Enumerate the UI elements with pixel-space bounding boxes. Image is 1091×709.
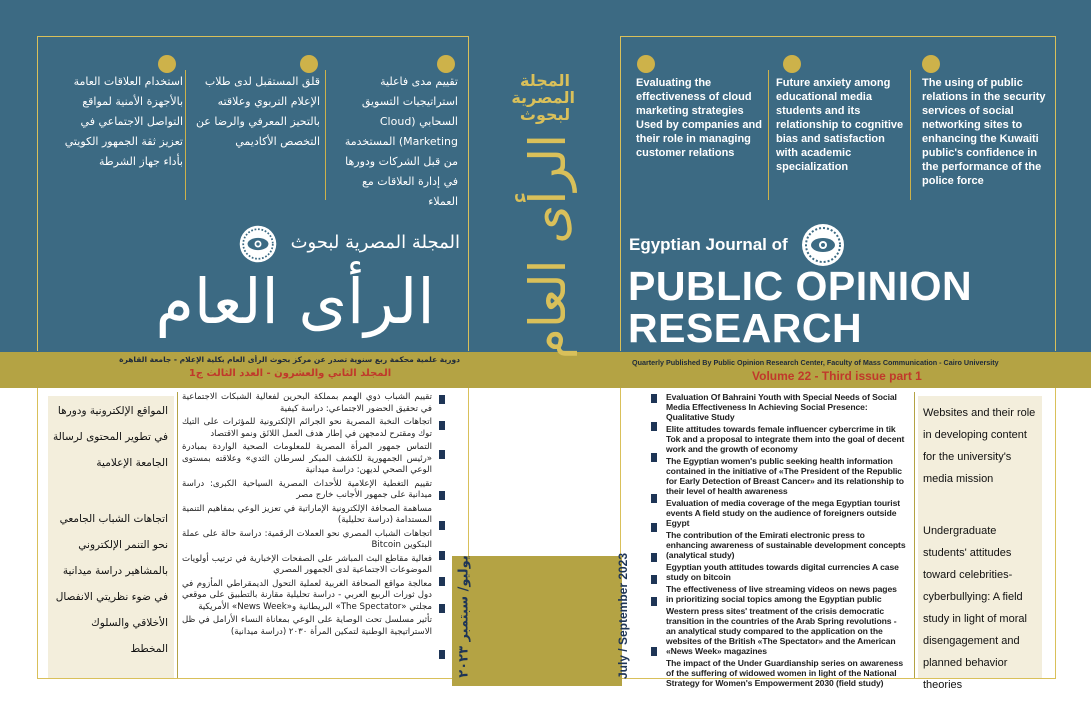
featured-bullet-1 xyxy=(637,55,655,73)
volume-label-ar: المجلد الثاني والعشرون - العدد الثالث ج1 xyxy=(188,368,392,379)
side-article-1: Websites and their role in developing content for the university's media mission xyxy=(923,407,1036,485)
spine-line: لبحوث xyxy=(519,105,571,124)
featured-divider xyxy=(185,70,186,200)
toc-bullet xyxy=(651,647,657,656)
list-item: مساهمة الصحافة الإلكترونية الإماراتية في تعزيز الوعي بمفاهيم التنمية المستدامة (دراسة تحليلية) xyxy=(182,503,432,525)
toc-bullet xyxy=(439,450,445,459)
journal-title-line2: RESEARCH xyxy=(628,305,863,351)
toc-bullet xyxy=(651,523,657,532)
toc-bullet xyxy=(651,453,657,462)
toc-bullet xyxy=(439,395,445,404)
list-item: تقييم الشباب ذوي الهمم بمملكة البحرين لفعالية الشبكات الاجتماعية في تحقيق الحضور الاجتماعي: دراسة كيفية xyxy=(182,392,432,414)
toc-bullet xyxy=(439,577,445,586)
spine-date-bar xyxy=(452,556,622,686)
list-item: The effectiveness of live streaming videos on news pages in prioritizing social topics among the Egyptian public xyxy=(666,584,897,604)
journal-prefix: Egyptian Journal of xyxy=(629,235,788,254)
toc-bullet xyxy=(439,650,445,659)
side-highlights xyxy=(918,396,1042,691)
list-item: Evaluation of media coverage of the mega Egyptian tourist events A field study on the audience of foreigners outside Egypt xyxy=(666,498,901,528)
side-article-2: اتجاهات الشباب الجامعي نحو التنمر الإلكتروني بالمشاهير دراسة ميدانية في ضوء نظريتي الانفصال الأخلاقي والسلوك المخطط xyxy=(55,513,168,655)
spine-date-ar: يوليو/ سبتمبر ٢٠٢٣ xyxy=(456,555,472,678)
toc-bullet xyxy=(439,604,445,613)
featured-article-2: Future anxiety among educational media students and its relationship to cognitive bias and satisfaction with academic specialization xyxy=(776,77,904,173)
featured-bullet-2 xyxy=(783,55,801,73)
journal-logo xyxy=(800,222,846,268)
featured-article-1: Evaluating the effectiveness of cloud marketing strategies Used by companies and their role in managing customer relations xyxy=(636,77,762,159)
featured-bullet-2 xyxy=(300,55,318,73)
publisher-line: Quarterly Published By Public Opinion Research Center, Faculty of Mass Communication - Cairo University xyxy=(632,358,999,367)
toc-bullet xyxy=(439,421,445,430)
spine-date-en: July / September 2023 xyxy=(616,552,630,680)
volume-label: Volume 22 - Third issue part 1 xyxy=(752,369,922,383)
list-item: Western press sites' treatment of the crisis democratic transition in the countries of the Arab Spring revolutions - an analytical study compared to the application on the websites of the British «The Spectator» and the American «News Week» magazines xyxy=(666,606,897,656)
spine-title: الرأى العام xyxy=(519,134,577,360)
table-of-contents xyxy=(666,392,906,690)
list-item: The Egyptian women's public seeking health information contained in the initiative of «The President of the Republic for Early Detection of Breast Cancer» and its relationship to their level of health awareness xyxy=(666,456,904,496)
list-item: معالجة مواقع الصحافة الغربية لعملية التحول الديمقراطي المأزوم في دول ثورات الربيع العربي - دراسة تحليلية مقارنة بالتطبيق على موقعي مجلتي «The Spectator» البريطانية و«News Week» الأمريكية xyxy=(182,578,432,612)
featured-bullet-3 xyxy=(922,55,940,73)
featured-bullet-1 xyxy=(437,55,455,73)
journal-title-line1: PUBLIC OPINION xyxy=(628,263,973,309)
side-highlights xyxy=(48,396,174,678)
featured-article-3: استخدام العلاقات العامة بالأجهزة الأمنية لمواقع التواصل الاجتماعي في تعزيز ثقة الجمهور الكويتي بأداء جهاز الشرطة xyxy=(64,75,183,168)
toc-bullet xyxy=(651,422,657,431)
publisher-line-ar: دورية علمية محكمة ربع سنوية تصدر عن مركز بحوث الرأى العام بكلية الإعلام - جامعة القاهرة xyxy=(119,355,460,364)
toc-bullet xyxy=(439,521,445,530)
toc-bullet xyxy=(439,491,445,500)
toc-bullet xyxy=(651,494,657,503)
list-item: اتجاهات الشباب المصري نحو العملات الرقمية: دراسة حالة على عملة البتكوين Bitcoin xyxy=(182,528,432,550)
featured-divider xyxy=(325,70,326,200)
side-divider xyxy=(177,392,178,678)
list-item: The contribution of the Emirati electronic press to enhancing awareness of sustainable development concepts (analytical study) xyxy=(666,530,906,560)
list-item: التماس جمهور المرأة المصرية للمعلومات الصحية الواردة بمبادرة «رئيس الجمهورية للكشف المبكر لسرطان الثدي» وعلاقته بمستوى الوعي الصحي لديهن: دراسة ميدانية xyxy=(182,442,432,475)
toc-bullet xyxy=(651,553,657,562)
toc-bullet xyxy=(439,551,445,560)
featured-article-2: قلق المستقبل لدى طلاب الإعلام التربوي وعلاقته بالتحيز المعرفي والرضا عن التخصص الأكاديمي xyxy=(195,75,320,148)
toc-bullet xyxy=(651,575,657,584)
featured-article-1: تقييم مدى فاعلية استراتيجيات التسويق السحابي (Cloud Marketing) المستخدمة من قبل الشركات ودورها في إدارة العلاقات مع العملاء xyxy=(344,75,458,208)
list-item: Egyptian youth attitudes towards digital currencies A case study on bitcoin xyxy=(666,562,899,582)
featured-divider xyxy=(768,70,769,200)
list-item: The impact of the Under Guardianship series on awareness of the suffering of widowed women in light of the National Strategy for Women's Empowerment 2030 (field study) xyxy=(666,658,904,688)
list-item: تأثير مسلسل تحت الوصاية على الوعي بمعاناة النساء الأرامل في ظل الاستراتيجية الوطنية لتمكين المرأة ٢٠٣٠ (دراسة ميدانية) xyxy=(182,615,432,637)
list-item: Evaluation Of Bahraini Youth with Special Needs of Social Media Effectiveness In Achieving Social Presence: Qualitative Study xyxy=(666,392,897,422)
featured-divider xyxy=(910,70,911,200)
table-of-contents xyxy=(182,392,432,640)
list-item: تقييم التغطية الإعلامية للأحداث المصرية السياحية الكبرى: دراسة ميدانية على جمهور الأجانب خارج مصر xyxy=(182,478,432,500)
featured-bullet-3 xyxy=(158,55,176,73)
spine-journal-name xyxy=(511,71,575,124)
journal-name-ar: المجلة المصرية لبحوث xyxy=(290,232,460,253)
side-article-2: Undergraduate students' attitudes toward celebrities-cyberbullying: A field study in light of moral disengagement and planned behavior theories xyxy=(923,525,1027,691)
toc-bullet xyxy=(651,597,657,606)
spine-line: المصرية xyxy=(511,88,575,107)
side-article-1: المواقع الإلكترونية ودورها في تطوير المحتوى لرسالة الجامعة الإعلامية xyxy=(52,405,168,469)
spine-line: المجلة xyxy=(520,71,570,90)
featured-article-3: The using of public relations in the security services of social networking sites to enhancing the Kuwaiti public's confidence in the performance of the police force xyxy=(922,77,1046,187)
list-item: Elite attitudes towards female influencer cybercrime in tik Tok and a proposal to integrate them into the goal of decent work and the growth of economy xyxy=(666,424,905,454)
list-item: اتجاهات النخبة المصرية نحو الجرائم الإلكترونية للمؤثرات على التيك توك ومقترح لدمجهن في إطار هدف العمل اللائق ونمو الاقتصاد xyxy=(182,417,432,439)
journal-title-ar: الرأى العام xyxy=(155,265,435,338)
toc-bullet xyxy=(651,394,657,403)
side-divider xyxy=(914,392,915,678)
journal-logo xyxy=(238,224,278,264)
list-item: فعالية مقاطع البث المباشر على الصفحات الإخبارية في ترتيب أولويات الموضوعات الاجتماعية لدى الجمهور المصري xyxy=(182,553,432,575)
